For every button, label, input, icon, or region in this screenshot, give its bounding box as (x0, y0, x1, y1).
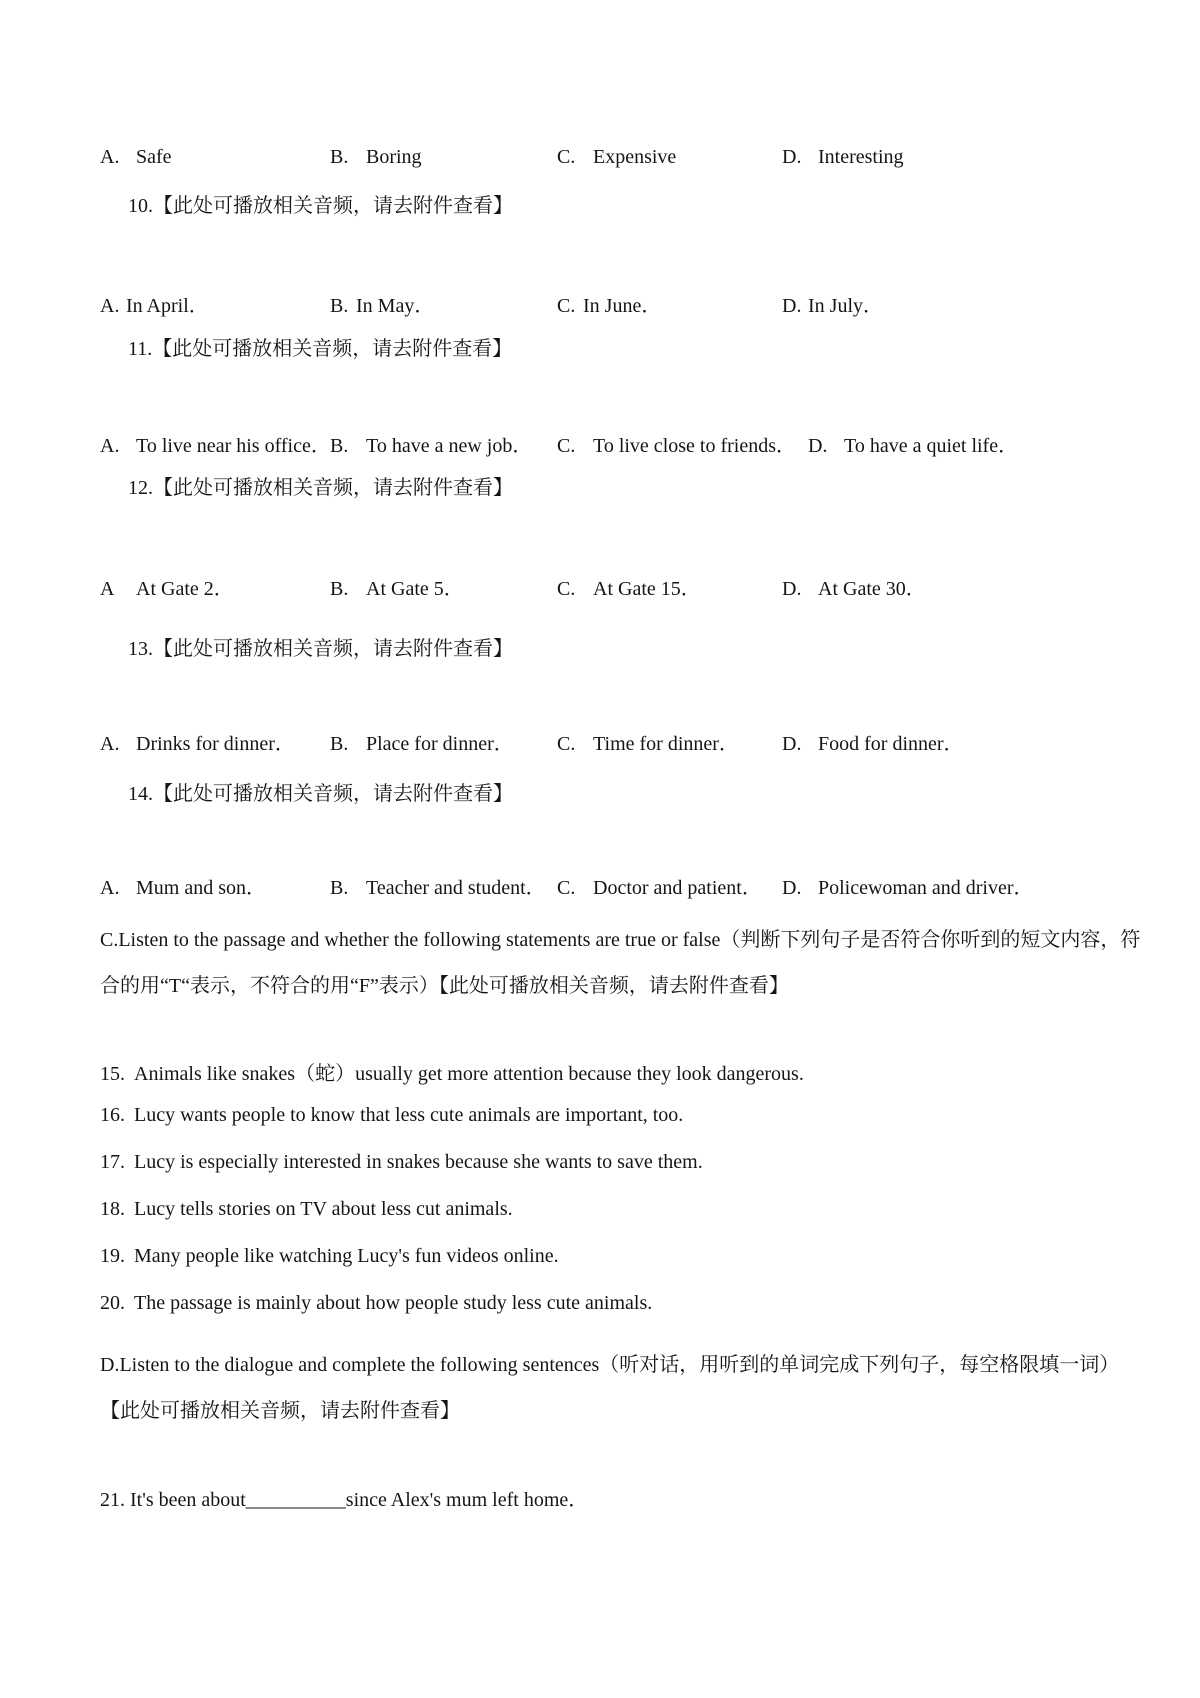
option-d (808, 429, 1018, 458)
statement-text: The passage is mainly about how people study less cute animals. (134, 1292, 653, 1314)
statement-number: 17. (100, 1151, 125, 1173)
option-b (330, 429, 532, 458)
fill-in-sentence-21 (100, 1483, 588, 1512)
option-letter: D. (782, 146, 802, 168)
option-letter: A (100, 578, 115, 600)
option-letter: D. (782, 877, 802, 899)
option-letter: B. (330, 733, 349, 755)
option-letter: B. (330, 435, 349, 457)
option-d (782, 146, 904, 169)
options-row-1 (0, 289, 1200, 317)
option-a (100, 146, 172, 169)
option-letter: B. (330, 877, 349, 899)
option-letter: D. (782, 733, 802, 755)
option-text: To have a quiet life． (844, 435, 1019, 457)
option-text: Drinks for dinner． (136, 733, 295, 755)
option-text: In April． (126, 295, 209, 317)
statement-text: Many people like watching Lucy's fun videos online. (134, 1245, 559, 1267)
option-text: Interesting (818, 146, 904, 168)
option-b (330, 572, 464, 601)
option-a (100, 289, 209, 318)
statement-19 (100, 1245, 559, 1268)
option-text: At Gate 5． (366, 578, 464, 600)
statement-17 (100, 1151, 703, 1174)
option-text: At Gate 30． (818, 578, 926, 600)
option-letter: C. (557, 733, 576, 755)
statement-text: Lucy is especially interested in snakes because she wants to save them. (134, 1151, 703, 1173)
option-b (330, 289, 434, 318)
statement-number: 20. (100, 1292, 125, 1314)
option-letter: A. (100, 295, 120, 317)
statement-text: Lucy tells stories on TV about less cut animals. (134, 1198, 513, 1220)
option-text: Time for dinner． (593, 733, 739, 755)
option-d (782, 289, 883, 318)
statement-18 (100, 1198, 513, 1221)
statement-number: 15. (100, 1063, 125, 1085)
statement-15 (100, 1057, 804, 1086)
audio-prompt-10: 10.【此处可播放相关音频，请去附件查看】 (128, 195, 513, 217)
option-d (782, 871, 1034, 900)
section-c-heading: C.Listen to the passage and whether the following statements are true or false（判断下列句子是否符合你听到的短文内容，符合的用“T“表示，不符合的用“F”表示）【此处可播放相关音频，请去附件查看】 (100, 929, 1141, 997)
option-c (557, 146, 676, 169)
option-letter: D. (782, 578, 802, 600)
option-c (557, 429, 796, 458)
option-a (100, 871, 266, 900)
option-text: Boring (366, 146, 422, 168)
option-letter: B. (330, 295, 349, 317)
statement-text: Lucy wants people to know that less cute animals are important, too. (134, 1104, 684, 1126)
option-text: In July． (808, 295, 883, 317)
option-text: To live close to friends． (593, 435, 796, 457)
option-c (557, 572, 701, 601)
option-text: In May． (356, 295, 435, 317)
option-text: Mum and son． (136, 877, 266, 899)
option-c (557, 289, 661, 318)
option-letter: C. (557, 146, 576, 168)
option-text: Place for dinner． (366, 733, 514, 755)
option-letter: D. (782, 295, 802, 317)
section-d-heading: D.Listen to the dialogue and complete the following sentences（听对话，用听到的单词完成下列句子，每空格限填一词） 【此处可播放相关音频，请去附件查看】 (100, 1354, 1120, 1422)
option-letter: A. (100, 146, 120, 168)
option-d (782, 572, 926, 601)
audio-prompt-12: 12.【此处可播放相关音频，请去附件查看】 (128, 477, 513, 499)
option-letter: A. (100, 877, 120, 899)
option-c (557, 871, 762, 900)
statement-text: Animals like snakes（蛇）usually get more attention because they look dangerous. (134, 1063, 804, 1085)
audio-prompt-13: 13.【此处可播放相关音频，请去附件查看】 (128, 638, 513, 660)
audio-prompt-14: 14.【此处可播放相关音频，请去附件查看】 (128, 783, 513, 805)
option-b (330, 871, 546, 900)
option-text: At Gate 15． (593, 578, 701, 600)
option-letter: C. (557, 578, 576, 600)
option-text: Expensive (593, 146, 677, 168)
option-a (100, 727, 295, 756)
options-row-4 (0, 727, 1200, 755)
option-text: At Gate 2． (136, 578, 234, 600)
option-text: Teacher and student． (366, 877, 546, 899)
option-text: To have a new job． (366, 435, 533, 457)
fill-in-prefix: 21. It's been about (100, 1489, 246, 1511)
statement-number: 16. (100, 1104, 125, 1126)
option-b (330, 727, 514, 756)
option-text: To live near his office． (136, 435, 331, 457)
option-letter: C. (557, 435, 576, 457)
option-c (557, 727, 739, 756)
option-text: Food for dinner． (818, 733, 964, 755)
option-a (100, 429, 331, 458)
fill-in-suffix: since Alex's mum left home． (345, 1489, 589, 1511)
option-letter: B. (330, 578, 349, 600)
option-letter: C. (557, 877, 576, 899)
options-row-3 (0, 572, 1200, 600)
statement-16 (100, 1104, 683, 1127)
answer-blank: __________ (245, 1489, 346, 1511)
statement-number: 18. (100, 1198, 125, 1220)
options-row-5 (0, 871, 1200, 899)
option-letter: B. (330, 146, 349, 168)
option-d (782, 727, 964, 756)
option-text: Safe (136, 146, 172, 168)
options-row-0 (0, 146, 1200, 174)
option-letter: D. (808, 435, 828, 457)
option-text: Policewoman and driver． (818, 877, 1034, 899)
options-row-2 (0, 429, 1200, 457)
option-letter: A. (100, 733, 120, 755)
audio-prompt-11: 11.【此处可播放相关音频，请去附件查看】 (128, 338, 513, 360)
option-letter: C. (557, 295, 576, 317)
option-letter: A. (100, 435, 120, 457)
statement-number: 19. (100, 1245, 125, 1267)
option-a (100, 572, 234, 601)
statement-20 (100, 1292, 652, 1315)
option-text: Doctor and patient． (593, 877, 762, 899)
option-text: In June． (583, 295, 662, 317)
option-b (330, 146, 422, 169)
